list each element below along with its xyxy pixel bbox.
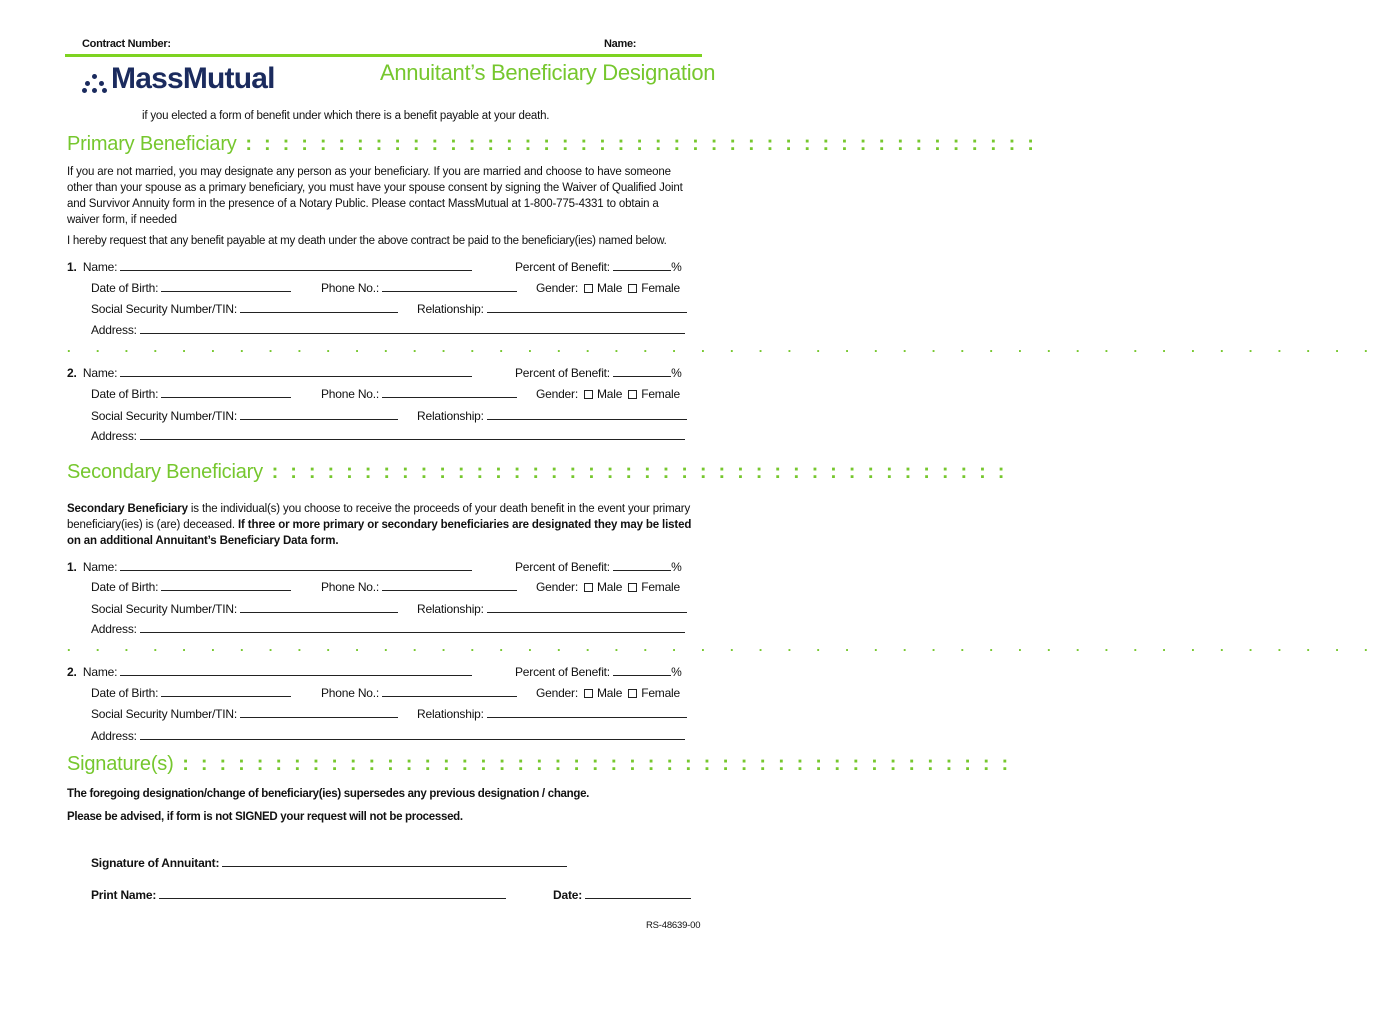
primary-2-dob-input[interactable] [161,387,291,398]
primary-2-phone: Phone No.: [321,387,517,401]
secondary-2-male-checkbox[interactable] [584,689,593,698]
secondary-1-ssn: Social Security Number/TIN: [91,602,398,616]
secondary-2-percent-input[interactable] [613,665,671,676]
secondary-2-address: Address: [91,729,685,743]
contract-number-label: Contract Number: [82,38,171,50]
secondary-2-name-row: 2. Name: [67,665,472,679]
secondary-2-ssn-input[interactable] [240,707,398,718]
separator-dots: . . . . . . . . . . . . . . . . . . . . . . . . . . . . . . . . . . . . . . . . . . . . . . [67,639,1378,654]
primary-1-percent: Percent of Benefit: % [515,260,682,274]
signature-heading: Signature(s) : : : : : : : : : : : : : : : : : : : : : : : : : : : : : : : : : : : : : : : : : : : : : [67,753,1012,775]
secondary-1-gender: Gender: Male Female [536,580,681,594]
date-row: Date: [553,888,691,902]
primary-2-dob: Date of Birth: [91,387,291,401]
supersedes-note: The foregoing designation/change of beneficiary(ies) supersedes any previous designation / change. [67,788,590,800]
primary-1-dob: Date of Birth: [91,281,291,295]
primary-2-phone-input[interactable] [382,387,517,398]
header-rule [65,54,702,57]
form-subtitle: if you elected a form of benefit under which there is a benefit payable at your death. [142,110,550,122]
separator-dots: . . . . . . . . . . . . . . . . . . . . . . . . . . . . . . . . . . . . . . . . . . . . . . [67,340,1378,355]
date-input[interactable] [585,888,691,899]
secondary-1-phone: Phone No.: [321,580,517,594]
secondary-2-phone: Phone No.: [321,686,517,700]
primary-2-percent: Percent of Benefit: % [515,366,682,380]
primary-1-address-input[interactable] [140,323,685,334]
secondary-1-relationship-input[interactable] [487,602,687,613]
secondary-1-female-checkbox[interactable] [628,583,637,592]
primary-2-relationship: Relationship: [417,409,687,423]
massmutual-logo-icon [82,72,110,94]
primary-1-name-input[interactable] [120,260,472,271]
primary-2-female-checkbox[interactable] [628,390,637,399]
annuitant-signature-input[interactable] [222,856,567,867]
primary-1-relationship-input[interactable] [487,302,687,313]
primary-2-male-checkbox[interactable] [584,390,593,399]
primary-2-address-input[interactable] [140,429,685,440]
print-name-input[interactable] [159,888,506,899]
primary-1-male-checkbox[interactable] [584,284,593,293]
secondary-2-phone-input[interactable] [382,686,517,697]
primary-2-relationship-input[interactable] [487,409,687,420]
primary-1-percent-input[interactable] [613,260,671,271]
secondary-2-ssn: Social Security Number/TIN: [91,707,398,721]
secondary-1-percent: Percent of Benefit: % [515,560,682,574]
secondary-2-relationship: Relationship: [417,707,687,721]
primary-1-female-checkbox[interactable] [628,284,637,293]
secondary-1-dob: Date of Birth: [91,580,291,594]
primary-1-ssn-input[interactable] [240,302,398,313]
primary-1-dob-input[interactable] [161,281,291,292]
primary-heading: Primary Beneficiary : : : : : : : : : : : : : : : : : : : : : : : : : : : : : : : : : : : : : : : : : : : [67,133,1038,155]
secondary-1-address: Address: [91,622,685,636]
brand-logo-text: MassMutual [111,62,275,95]
name-label: Name: [604,38,637,50]
primary-2-ssn: Social Security Number/TIN: [91,409,398,423]
primary-1-phone-input[interactable] [382,281,517,292]
secondary-2-address-input[interactable] [140,729,685,740]
primary-2-ssn-input[interactable] [240,409,398,420]
primary-2-gender: Gender: Male Female [536,387,681,401]
print-name-row: Print Name: [91,888,506,902]
primary-1-name-row: 1. Name: [67,260,472,274]
form-title: Annuitant’s Beneficiary Designation [380,60,716,85]
secondary-2-percent: Percent of Benefit: % [515,665,682,679]
not-signed-note: Please be advised, if form is not SIGNED your request will not be processed. [67,811,463,823]
primary-1-relationship: Relationship: [417,302,687,316]
primary-2-name-row: 2. Name: [67,366,472,380]
secondary-2-dob-input[interactable] [161,686,291,697]
primary-1-address: Address: [91,323,685,337]
secondary-1-male-checkbox[interactable] [584,583,593,592]
form-code: RS-48639-00 [646,920,701,931]
primary-instructions: If you are not married, you may designate any person as your beneficiary. If you are married and choose to have someone other than your spouse as a primary beneficiary, you must have your spouse consent by signing the Waiver of Qualified Joint and Survivor Annuity form in the presence of a Notary Public. Please contact MassMutual at 1-800-775-4331 to obtain a waiver form, if needed [67,166,683,226]
secondary-heading: Secondary Beneficiary : : : : : : : : : : : : : : : : : : : : : : : : : : : : : : : : : : : : : : : : [67,461,1008,483]
secondary-2-name-input[interactable] [120,665,472,676]
primary-2-address: Address: [91,429,685,443]
annuitant-signature-row: Signature of Annuitant: [91,856,567,870]
secondary-instructions: Secondary Beneficiary is the individual(s) you choose to receive the proceeds of your death benefit in the event your primary beneficiary(ies) is (are) deceased. If three or more primary or secondary beneficiaries are designated they may be listed on an additional Annuitant’s Beneficiary Data form. [67,503,692,547]
secondary-2-dob: Date of Birth: [91,686,291,700]
primary-1-gender: Gender: Male Female [536,281,681,295]
secondary-1-percent-input[interactable] [613,560,671,571]
secondary-1-name-row: 1. Name: [67,560,472,574]
secondary-1-phone-input[interactable] [382,580,517,591]
secondary-2-gender: Gender: Male Female [536,686,681,700]
secondary-2-relationship-input[interactable] [487,707,687,718]
secondary-1-name-input[interactable] [120,560,472,571]
primary-1-ssn: Social Security Number/TIN: [91,302,398,316]
secondary-1-ssn-input[interactable] [240,602,398,613]
secondary-1-dob-input[interactable] [161,580,291,591]
primary-1-phone: Phone No.: [321,281,517,295]
secondary-1-relationship: Relationship: [417,602,687,616]
request-statement: I hereby request that any benefit payable at my death under the above contract be paid to the beneficiary(ies) named below. [67,235,667,247]
primary-2-name-input[interactable] [120,366,472,377]
secondary-2-female-checkbox[interactable] [628,689,637,698]
primary-2-percent-input[interactable] [613,366,671,377]
secondary-1-address-input[interactable] [140,622,685,633]
